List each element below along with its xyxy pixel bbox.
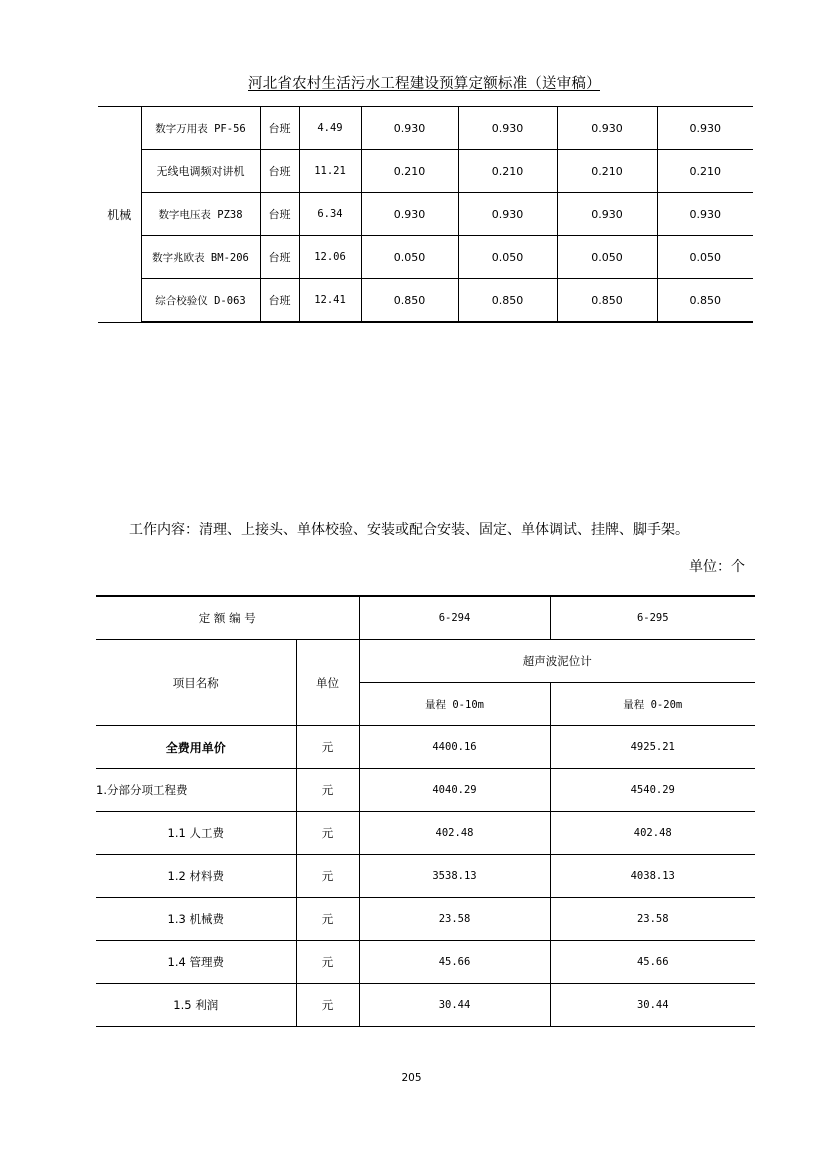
row-value: 45.66: [550, 941, 755, 984]
machinery-category: 机械: [98, 107, 141, 323]
machine-value: 0.930: [657, 107, 753, 150]
row-name: 1.5 利润: [96, 984, 296, 1027]
row-unit: 元: [296, 726, 359, 769]
row-name: 1.2 材料费: [96, 855, 296, 898]
table-row: [98, 279, 753, 323]
row-value: 45.66: [359, 941, 550, 984]
row-value: 30.44: [550, 984, 755, 1027]
row-name: 全费用单价: [96, 726, 296, 769]
quota-table: [96, 595, 755, 1027]
row-unit: 元: [296, 941, 359, 984]
machine-value: 0.930: [458, 193, 557, 236]
table-row: [96, 726, 755, 769]
machine-name: 综合校验仪 D-063: [141, 279, 260, 323]
work-content-text: 工作内容：清理、上接头、单体校验、安装或配合安装、固定、单体调试、挂牌、脚手架。: [129, 522, 689, 538]
row-value: 4925.21: [550, 726, 755, 769]
row-value: 4400.16: [359, 726, 550, 769]
row-value: 3538.13: [359, 855, 550, 898]
unit-label: 单位：个: [689, 559, 745, 575]
machine-name: 数字万用表 PF-56: [141, 107, 260, 150]
table-row: [96, 855, 755, 898]
item-name-header: 项目名称: [96, 640, 296, 726]
row-name: 1.分部分项工程费: [96, 769, 296, 812]
machine-value: 0.050: [657, 236, 753, 279]
machine-unit: 台班: [260, 107, 299, 150]
table-row: [98, 150, 753, 193]
machine-value: 0.210: [557, 150, 657, 193]
row-value: 23.58: [359, 898, 550, 941]
table-row: [98, 107, 753, 150]
machine-unit: 台班: [260, 236, 299, 279]
machine-value: 0.930: [361, 193, 458, 236]
row-value: 402.48: [359, 812, 550, 855]
table-row: [96, 984, 755, 1027]
row-unit: 元: [296, 855, 359, 898]
table-row: [96, 596, 755, 640]
table-row: [98, 193, 753, 236]
table-row: [96, 812, 755, 855]
machine-value: 0.210: [361, 150, 458, 193]
machine-unit: 台班: [260, 150, 299, 193]
quota-code: 6-295: [550, 596, 755, 640]
machine-value: 0.050: [557, 236, 657, 279]
machine-value: 0.050: [458, 236, 557, 279]
machine-value: 0.850: [458, 279, 557, 323]
table-row: [96, 640, 755, 683]
machine-unit: 台班: [260, 279, 299, 323]
row-value: 4540.29: [550, 769, 755, 812]
group-header: 超声波泥位计: [359, 640, 755, 683]
machine-value: 0.850: [361, 279, 458, 323]
unit-header: 单位: [296, 640, 359, 726]
row-unit: 元: [296, 769, 359, 812]
sub-header: 量程 0-20m: [550, 683, 755, 726]
quota-code-label: 定 额 编 号: [96, 596, 359, 640]
row-value: 4038.13: [550, 855, 755, 898]
sub-header: 量程 0-10m: [359, 683, 550, 726]
quota-code: 6-294: [359, 596, 550, 640]
machine-value: 0.850: [657, 279, 753, 323]
machine-price: 12.41: [299, 279, 361, 323]
machine-price: 11.21: [299, 150, 361, 193]
table-row: [96, 941, 755, 984]
row-value: 30.44: [359, 984, 550, 1027]
machinery-table: [98, 106, 753, 323]
machine-price: 6.34: [299, 193, 361, 236]
machine-value: 0.050: [361, 236, 458, 279]
machine-name: 数字兆欧表 BM-206: [141, 236, 260, 279]
row-name: 1.3 机械费: [96, 898, 296, 941]
row-value: 4040.29: [359, 769, 550, 812]
machine-value: 0.210: [657, 150, 753, 193]
page-number: 205: [401, 1072, 422, 1084]
machine-value: 0.930: [557, 193, 657, 236]
machine-value: 0.930: [557, 107, 657, 150]
row-unit: 元: [296, 984, 359, 1027]
machine-unit: 台班: [260, 193, 299, 236]
machine-price: 12.06: [299, 236, 361, 279]
machine-value: 0.930: [458, 107, 557, 150]
row-value: 23.58: [550, 898, 755, 941]
row-unit: 元: [296, 812, 359, 855]
machine-value: 0.930: [361, 107, 458, 150]
table-row: [96, 769, 755, 812]
machine-name: 无线电调频对讲机: [141, 150, 260, 193]
header-underline: [248, 90, 600, 91]
machine-value: 0.930: [657, 193, 753, 236]
machine-value: 0.850: [557, 279, 657, 323]
machine-name: 数字电压表 PZ38: [141, 193, 260, 236]
row-name: 1.4 管理费: [96, 941, 296, 984]
row-name: 1.1 人工费: [96, 812, 296, 855]
table-row: [96, 898, 755, 941]
table-row: [98, 236, 753, 279]
page-header-title: 河北省农村生活污水工程建设预算定额标准（送审稿）: [248, 76, 601, 92]
machine-price: 4.49: [299, 107, 361, 150]
machine-value: 0.210: [458, 150, 557, 193]
row-unit: 元: [296, 898, 359, 941]
row-value: 402.48: [550, 812, 755, 855]
